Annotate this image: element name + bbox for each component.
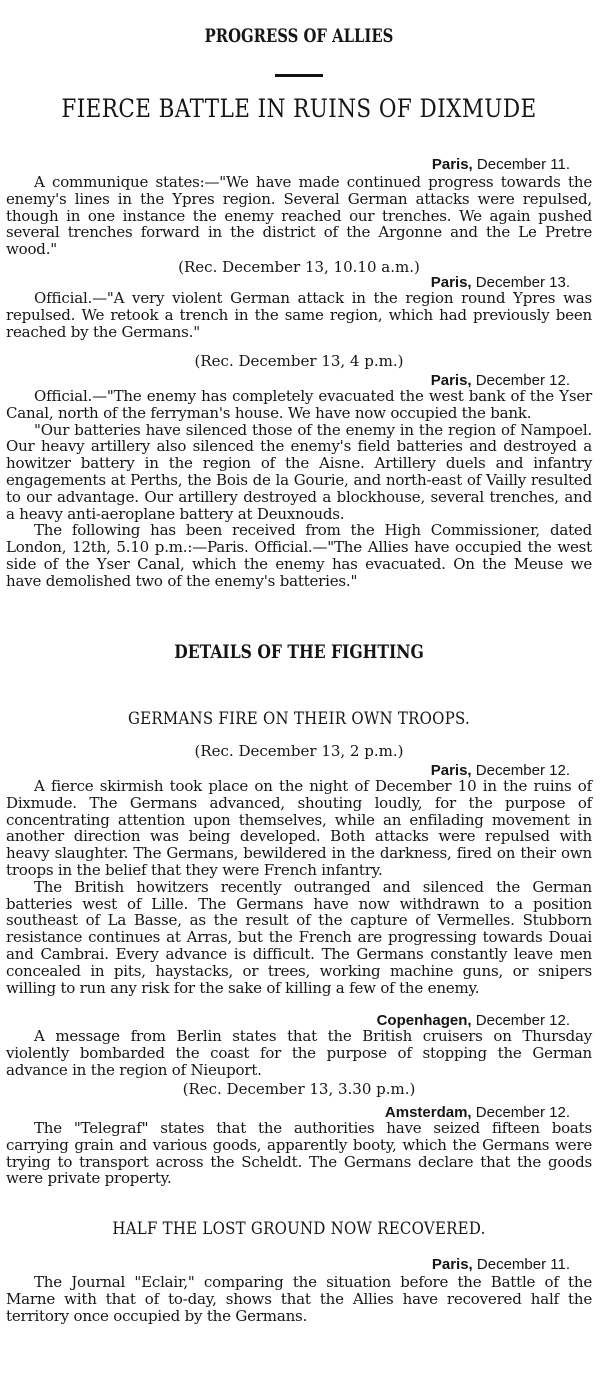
- para-eclair: [6, 1274, 592, 1324]
- subheading-half-ground: [6, 1218, 592, 1240]
- dateline-date: December 11.: [476, 1256, 570, 1273]
- paragraph: A fierce skirmish took place on the night of December 10 in the ruins of Dixmude. The Germans advanced, shouting loudly, for the purpose of concentrating attention upon themselves, while an enfilading movement in another direction was being developed. Both attacks were repulsed with heavy slaughter. The Germans, bewildered in the darkness, fired on their own troops in the belief that they were French infantry.: [6, 777, 592, 879]
- header: [6, 0, 592, 48]
- rec-note-2: [6, 352, 592, 370]
- dateline-date: December 13.: [475, 274, 570, 291]
- para-official-2: [6, 388, 592, 590]
- rec-note-4: [6, 1080, 592, 1098]
- dateline-date: December 12.: [475, 1104, 570, 1121]
- dateline-place: Amsterdam,: [384, 1104, 472, 1121]
- paragraph: A message from Berlin states that the British cruisers on Thursday violently bombarded the coast for the purpose of stopping the German advance in the region of Nieuport.: [6, 1027, 592, 1079]
- dateline-date: December 12.: [475, 1012, 570, 1029]
- paragraph: Official.—"The enemy has completely evacuated the west bank of the Yser Canal, north of the ferryman's house. We have now occupied the bank.: [6, 387, 592, 422]
- paragraph: The "Telegraf" states that the authorities have seized fifteen boats carrying grain and various goods, apparently booty, which the Germans were trying to transport across the Scheldt. The Germans declare that the goods were private property.: [6, 1119, 592, 1188]
- para-communique: [6, 174, 592, 258]
- subheading-germans: [6, 708, 592, 730]
- para-telegraf: [6, 1120, 592, 1187]
- rec-note-3: [6, 742, 592, 760]
- dateline-place: Copenhagen,: [376, 1012, 472, 1029]
- headline: FIERCE BATTLE IN RUINS OF DIXMUDE: [61, 94, 537, 123]
- paragraph: "Our batteries have silenced those of the enemy in the region of Nampoel. Our heavy artillery also silenced the enemy's field batteries and destroyed a howitzer battery in the region of the Aisne. Artillery duels and infantry engagements at Perths, the Bois de la Gourie, and north-east of Vailly resulted to our advantage. Our artillery destroyed a blockhouse, several trenches, and a heavy anti-aeroplane battery at Deuxnouds.: [6, 420, 592, 523]
- dateline-paris-1: [6, 156, 592, 174]
- para-skirmish: [6, 778, 592, 996]
- dateline-place: Paris,: [430, 372, 472, 389]
- dateline-place: Paris,: [431, 1256, 473, 1273]
- receipt-note: (Rec. December 13, 4 p.m.): [194, 352, 404, 370]
- dateline-date: December 12.: [475, 762, 570, 779]
- dateline-date: December 11.: [476, 156, 570, 173]
- para-official-1: [6, 290, 592, 340]
- dateline-place: Paris,: [431, 156, 473, 173]
- paragraph: The British howitzers recently outranged and silenced the German batteries west of Lille. The Germans have now withdrawn to a position southeast of La Basse, as the result of the capture of Vermelles. Stubborn resistance continues at Arras, but the French are progressing towards Douai and Cambrai. Every advance is difficult. The Germans constantly leave men concealed in pits, haystacks, or trees, working machine guns, or snipers willing to run any risk for the sake of killing a few of the enemy.: [6, 877, 592, 997]
- section-heading-details: [6, 640, 592, 664]
- receipt-note: (Rec. December 13, 10.10 a.m.): [178, 258, 420, 276]
- receipt-note: (Rec. December 13, 2 p.m.): [194, 742, 404, 760]
- paragraph: The following has been received from the High Commissioner, dated London, 12th, 5.10 p.m.:—Paris. Official.—"The Allies have occupied the west side of the Yser Canal, which the enemy has evacuated. On the Meuse we have demolished two of the enemy's batteries.": [6, 521, 592, 590]
- article-title: PROGRESS OF ALLIES: [204, 25, 394, 47]
- dateline-date: December 12.: [475, 372, 570, 389]
- paragraph: The Journal "Eclair," comparing the situation before the Battle of the Marne with that of to-day, shows that the Allies have recovered half the territory once occupied by the Germans.: [6, 1273, 592, 1325]
- paragraph: A communique states:—"We have made continued progress towards the enemy's lines in the Ypres region. Several German attacks were repulsed, though in one instance the enemy reached our trenches. We again pushed several trenches forward in the district of the Argonne and the Le Pretre wood.": [6, 173, 592, 259]
- section-title: DETAILS OF THE FIGHTING: [174, 641, 424, 663]
- section-subtitle: GERMANS FIRE ON THEIR OWN TROOPS.: [127, 709, 471, 729]
- para-berlin: [6, 1028, 592, 1078]
- section-title: HALF THE LOST GROUND NOW RECOVERED.: [112, 1219, 486, 1239]
- headline-block: [6, 94, 592, 124]
- receipt-note: (Rec. December 13, 3.30 p.m.): [182, 1080, 416, 1098]
- dateline-place: Paris,: [430, 762, 472, 779]
- title-rule: [6, 64, 592, 77]
- dateline-place: Paris,: [430, 274, 472, 291]
- dateline-paris-5: [6, 1256, 592, 1274]
- paragraph: Official.—"A very violent German attack in the region round Ypres was repulsed. We retook a trench in the same region, which had previously been reached by the Germans.": [6, 289, 592, 341]
